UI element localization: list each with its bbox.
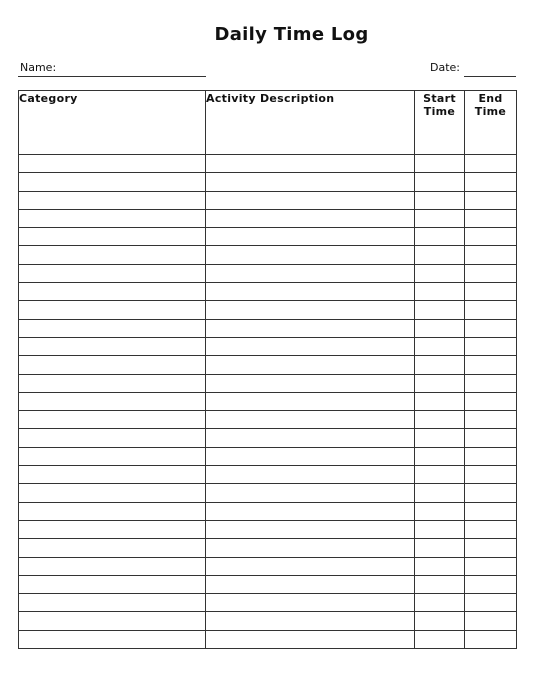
end-time-cell[interactable] bbox=[465, 466, 517, 484]
activity-description-cell[interactable] bbox=[206, 502, 415, 520]
activity-description-cell[interactable] bbox=[206, 173, 415, 191]
end-time-cell[interactable] bbox=[465, 557, 517, 575]
activity-description-cell[interactable] bbox=[206, 411, 415, 429]
activity-description-cell[interactable] bbox=[206, 630, 415, 648]
table-row bbox=[19, 575, 517, 593]
start-time-cell[interactable] bbox=[415, 484, 465, 502]
table-row bbox=[19, 337, 517, 355]
start-time-cell[interactable] bbox=[415, 301, 465, 319]
category-cell[interactable] bbox=[19, 466, 206, 484]
table-row bbox=[19, 612, 517, 630]
end-time-cell[interactable] bbox=[465, 228, 517, 246]
date-field-line[interactable] bbox=[464, 76, 516, 77]
activity-description-cell[interactable] bbox=[206, 191, 415, 209]
start-time-cell[interactable] bbox=[415, 191, 465, 209]
category-cell[interactable] bbox=[19, 539, 206, 557]
activity-description-cell[interactable] bbox=[206, 557, 415, 575]
category-cell[interactable] bbox=[19, 374, 206, 392]
end-time-cell[interactable] bbox=[465, 447, 517, 465]
activity-description-cell[interactable] bbox=[206, 228, 415, 246]
end-time-cell[interactable] bbox=[465, 209, 517, 227]
table-row bbox=[19, 392, 517, 410]
table-row bbox=[19, 319, 517, 337]
activity-description-cell[interactable] bbox=[206, 209, 415, 227]
table-header-row bbox=[19, 91, 517, 155]
category-cell[interactable] bbox=[19, 411, 206, 429]
time-log-table bbox=[18, 90, 517, 649]
start-time-cell[interactable] bbox=[415, 337, 465, 355]
end-time-cell[interactable] bbox=[465, 484, 517, 502]
start-time-cell[interactable] bbox=[415, 392, 465, 410]
start-time-cell[interactable] bbox=[415, 356, 465, 374]
end-time-cell[interactable] bbox=[465, 429, 517, 447]
start-time-cell[interactable] bbox=[415, 520, 465, 538]
end-time-cell[interactable] bbox=[465, 502, 517, 520]
activity-description-cell[interactable] bbox=[206, 575, 415, 593]
table-row bbox=[19, 301, 517, 319]
start-time-cell[interactable] bbox=[415, 466, 465, 484]
activity-description-cell[interactable] bbox=[206, 429, 415, 447]
category-cell[interactable] bbox=[19, 447, 206, 465]
category-cell[interactable] bbox=[19, 301, 206, 319]
category-cell[interactable] bbox=[19, 246, 206, 264]
end-time-cell[interactable] bbox=[465, 374, 517, 392]
category-cell[interactable] bbox=[19, 337, 206, 355]
table-row bbox=[19, 264, 517, 282]
category-cell[interactable] bbox=[19, 520, 206, 538]
category-cell[interactable] bbox=[19, 429, 206, 447]
category-cell[interactable] bbox=[19, 502, 206, 520]
category-cell[interactable] bbox=[19, 630, 206, 648]
activity-description-cell[interactable] bbox=[206, 246, 415, 264]
table-row bbox=[19, 374, 517, 392]
start-time-cell[interactable] bbox=[415, 411, 465, 429]
activity-description-cell[interactable] bbox=[206, 374, 415, 392]
column-header-end-time: End Time bbox=[465, 91, 517, 155]
activity-description-cell[interactable] bbox=[206, 319, 415, 337]
category-cell[interactable] bbox=[19, 612, 206, 630]
start-time-cell[interactable] bbox=[415, 630, 465, 648]
activity-description-cell[interactable] bbox=[206, 264, 415, 282]
end-time-cell[interactable] bbox=[465, 191, 517, 209]
end-time-cell[interactable] bbox=[465, 630, 517, 648]
start-time-cell[interactable] bbox=[415, 155, 465, 173]
start-time-cell[interactable] bbox=[415, 429, 465, 447]
category-cell[interactable] bbox=[19, 228, 206, 246]
start-time-cell[interactable] bbox=[415, 539, 465, 557]
end-time-cell[interactable] bbox=[465, 173, 517, 191]
activity-description-cell[interactable] bbox=[206, 337, 415, 355]
table-row bbox=[19, 246, 517, 264]
start-time-cell[interactable] bbox=[415, 612, 465, 630]
activity-description-cell[interactable] bbox=[206, 356, 415, 374]
column-header-activity-description: Activity Description bbox=[206, 91, 415, 155]
table-row bbox=[19, 191, 517, 209]
start-time-cell[interactable] bbox=[415, 594, 465, 612]
start-time-cell[interactable] bbox=[415, 209, 465, 227]
document-title: Daily Time Log bbox=[214, 24, 369, 45]
category-cell[interactable] bbox=[19, 575, 206, 593]
table-row bbox=[19, 484, 517, 502]
activity-description-cell[interactable] bbox=[206, 301, 415, 319]
end-time-cell[interactable] bbox=[465, 264, 517, 282]
end-time-cell[interactable] bbox=[465, 246, 517, 264]
category-cell[interactable] bbox=[19, 191, 206, 209]
table-row bbox=[19, 173, 517, 191]
table-row bbox=[19, 520, 517, 538]
start-time-cell[interactable] bbox=[415, 447, 465, 465]
table-row bbox=[19, 557, 517, 575]
activity-description-cell[interactable] bbox=[206, 466, 415, 484]
time-log-body bbox=[19, 155, 517, 649]
category-cell[interactable] bbox=[19, 484, 206, 502]
end-time-cell[interactable] bbox=[465, 392, 517, 410]
start-time-cell[interactable] bbox=[415, 246, 465, 264]
column-header-category: Category bbox=[19, 91, 206, 155]
table-row bbox=[19, 447, 517, 465]
activity-description-cell[interactable] bbox=[206, 520, 415, 538]
end-time-cell[interactable] bbox=[465, 283, 517, 301]
category-cell[interactable] bbox=[19, 264, 206, 282]
category-cell[interactable] bbox=[19, 557, 206, 575]
table-row bbox=[19, 283, 517, 301]
activity-description-cell[interactable] bbox=[206, 612, 415, 630]
start-time-cell[interactable] bbox=[415, 173, 465, 191]
end-time-cell[interactable] bbox=[465, 539, 517, 557]
end-time-cell[interactable] bbox=[465, 411, 517, 429]
name-field-line[interactable] bbox=[18, 76, 206, 77]
category-cell[interactable] bbox=[19, 209, 206, 227]
table-row bbox=[19, 502, 517, 520]
table-row bbox=[19, 594, 517, 612]
table-row bbox=[19, 411, 517, 429]
category-cell[interactable] bbox=[19, 594, 206, 612]
category-cell[interactable] bbox=[19, 392, 206, 410]
date-label: Date: bbox=[430, 61, 460, 74]
category-cell[interactable] bbox=[19, 319, 206, 337]
start-time-cell[interactable] bbox=[415, 374, 465, 392]
table-row bbox=[19, 630, 517, 648]
activity-description-cell[interactable] bbox=[206, 539, 415, 557]
start-time-cell[interactable] bbox=[415, 283, 465, 301]
start-time-cell[interactable] bbox=[415, 502, 465, 520]
start-time-cell[interactable] bbox=[415, 557, 465, 575]
start-time-cell[interactable] bbox=[415, 264, 465, 282]
category-cell[interactable] bbox=[19, 356, 206, 374]
category-cell[interactable] bbox=[19, 173, 206, 191]
end-time-cell[interactable] bbox=[465, 319, 517, 337]
category-cell[interactable] bbox=[19, 155, 206, 173]
activity-description-cell[interactable] bbox=[206, 484, 415, 502]
activity-description-cell[interactable] bbox=[206, 594, 415, 612]
start-time-cell[interactable] bbox=[415, 319, 465, 337]
activity-description-cell[interactable] bbox=[206, 447, 415, 465]
start-time-cell[interactable] bbox=[415, 575, 465, 593]
table-row bbox=[19, 228, 517, 246]
end-time-cell[interactable] bbox=[465, 301, 517, 319]
start-time-cell[interactable] bbox=[415, 228, 465, 246]
category-cell[interactable] bbox=[19, 283, 206, 301]
end-time-cell[interactable] bbox=[465, 356, 517, 374]
end-time-cell[interactable] bbox=[465, 520, 517, 538]
end-time-cell[interactable] bbox=[465, 575, 517, 593]
table-row bbox=[19, 356, 517, 374]
activity-description-cell[interactable] bbox=[206, 283, 415, 301]
end-time-cell[interactable] bbox=[465, 612, 517, 630]
end-time-cell[interactable] bbox=[465, 155, 517, 173]
table-row bbox=[19, 429, 517, 447]
table-row bbox=[19, 466, 517, 484]
column-header-start-time: Start Time bbox=[415, 91, 465, 155]
end-time-cell[interactable] bbox=[465, 337, 517, 355]
end-time-cell[interactable] bbox=[465, 594, 517, 612]
activity-description-cell[interactable] bbox=[206, 392, 415, 410]
table-row bbox=[19, 155, 517, 173]
table-row bbox=[19, 209, 517, 227]
activity-description-cell[interactable] bbox=[206, 155, 415, 173]
name-label: Name: bbox=[20, 61, 57, 74]
table-row bbox=[19, 539, 517, 557]
